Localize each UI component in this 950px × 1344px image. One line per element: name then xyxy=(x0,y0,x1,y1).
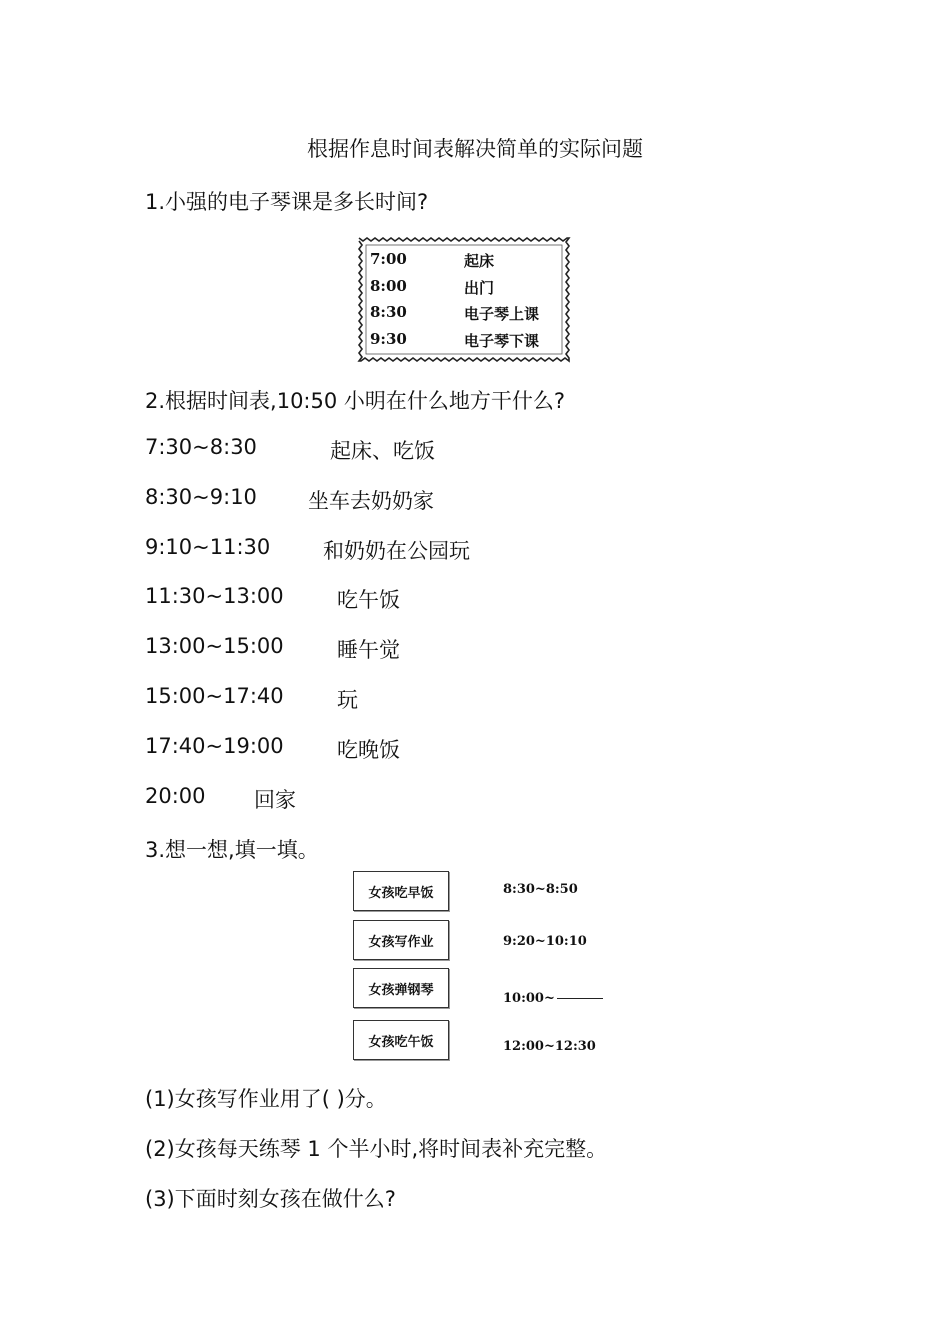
stamp-time: 8:00 xyxy=(370,277,407,295)
stamp-timetable xyxy=(357,236,571,363)
stamp-activity: 出门 xyxy=(464,279,495,297)
schedule-activity: 吃晚饭 xyxy=(337,738,400,762)
question-3: 3.想一想,填一填。 xyxy=(145,838,319,862)
stamp-activity: 电子琴下课 xyxy=(464,332,540,350)
schedule-activity: 玩 xyxy=(337,688,358,712)
page-title: 根据作息时间表解决简单的实际问题 xyxy=(307,137,643,161)
schedule-activity: 和奶奶在公园玩 xyxy=(323,539,470,563)
activity-box: 女孩吃午饭 xyxy=(353,1020,449,1060)
fill-blank-line xyxy=(557,998,603,999)
stamp-activity: 电子琴上课 xyxy=(464,305,540,323)
schedule-time: 7:30~8:30 xyxy=(145,435,257,459)
schedule-time: 15:00~17:40 xyxy=(145,684,284,708)
sub-question-2: (2)女孩每天练琴 1 个半小时,将时间表补充完整。 xyxy=(145,1137,608,1161)
schedule-activity: 坐车去奶奶家 xyxy=(308,489,434,513)
schedule-time: 11:30~13:00 xyxy=(145,584,284,608)
sub-question-3: (3)下面时刻女孩在做什么? xyxy=(145,1187,396,1211)
stamp-activity: 起床 xyxy=(464,252,495,270)
activity-box: 女孩弹钢琴 xyxy=(353,968,449,1008)
stamp-time: 8:30 xyxy=(370,303,407,321)
activity-time: 10:00~ xyxy=(503,991,555,1006)
activity-time: 9:20~10:10 xyxy=(503,934,587,949)
stamp-time: 9:30 xyxy=(370,330,407,348)
schedule-activity: 吃午饭 xyxy=(337,588,400,612)
activity-time: 12:00~12:30 xyxy=(503,1039,596,1054)
activity-box: 女孩写作业 xyxy=(353,920,449,960)
stamp-time: 7:00 xyxy=(370,250,407,268)
sub-question-1: (1)女孩写作业用了( )分。 xyxy=(145,1087,387,1111)
schedule-activity: 回家 xyxy=(254,788,296,812)
activity-time-blank xyxy=(503,991,603,1006)
question-1: 1.小强的电子琴课是多长时间? xyxy=(145,190,429,214)
question-2: 2.根据时间表,10:50 小明在什么地方干什么? xyxy=(145,389,566,413)
schedule-activity: 睡午觉 xyxy=(337,638,400,662)
schedule-activity: 起床、吃饭 xyxy=(330,439,435,463)
schedule-time: 8:30~9:10 xyxy=(145,485,257,509)
schedule-time: 9:10~11:30 xyxy=(145,535,271,559)
schedule-time: 20:00 xyxy=(145,784,206,808)
activity-box: 女孩吃早饭 xyxy=(353,871,449,911)
activity-time: 8:30~8:50 xyxy=(503,882,578,897)
schedule-time: 17:40~19:00 xyxy=(145,734,284,758)
schedule-time: 13:00~15:00 xyxy=(145,634,284,658)
